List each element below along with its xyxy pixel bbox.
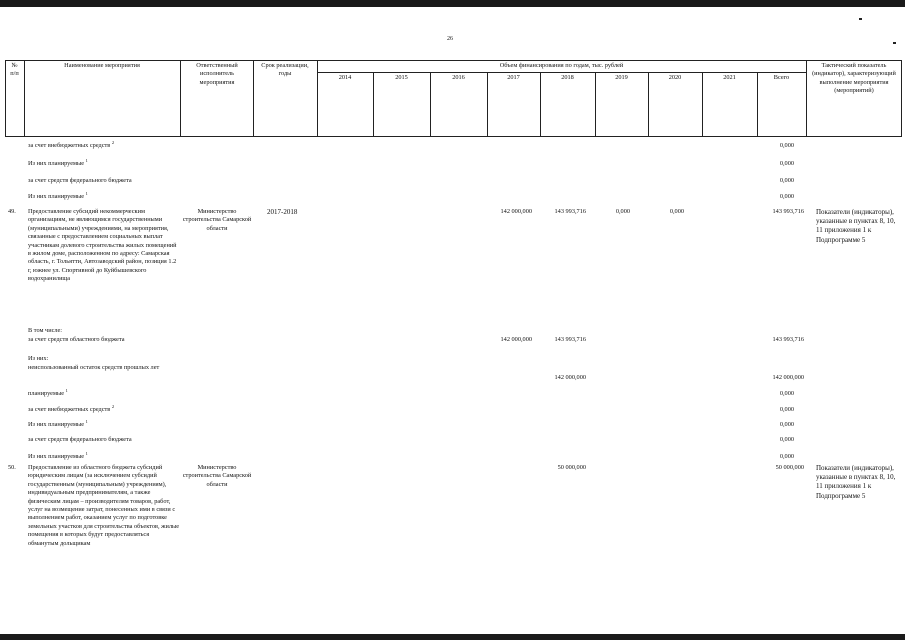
row-total: 0,000 <box>779 436 794 443</box>
item-total: 143 993,716 <box>772 208 804 215</box>
item-total: 50 000,000 <box>775 464 804 471</box>
header-year-2014: 2014 <box>338 74 352 81</box>
item-name: Предоставление из областного бюджета субсидий юридическим лицам (за исключением субсидий государственным (муниципальным) учреждениям), индивидуальным предпринимателям, а также физическим лицам – производителям товаров, работ, услуг на возмещение затрат, понесенных ими в связи с выполнением работ, оказанием услуг по подготовке земельных участков для строительства объектов, жилые помещения в которых будут предоставляться обманутым дольщикам <box>28 464 180 547</box>
row-total: 143 993,716 <box>772 336 804 343</box>
in-that-label: В том числе: <box>28 327 63 334</box>
item-term: 2017-2018 <box>267 208 298 216</box>
item-number: 50. <box>8 464 16 471</box>
scan-bottom-border <box>0 634 905 640</box>
row-total: 0,000 <box>779 453 794 460</box>
row-value-2018: 142 000,000 <box>554 374 586 381</box>
row-label: Из них планируемые $^1$ <box>28 191 88 200</box>
header-year-2016: 2016 <box>452 74 465 81</box>
header-year-2019: 2019 <box>615 74 628 81</box>
header-year-2015: 2015 <box>395 74 408 81</box>
scan-top-border <box>0 0 905 7</box>
row-label: за счет средств федерального бюджета <box>28 177 132 184</box>
header-col-indicator: Тактический показатель (индикатор), характеризующий выполнение мероприятия (мероприятий) <box>812 62 896 95</box>
row-label: планируемые $^1$ <box>28 388 68 397</box>
row-total: 0,000 <box>779 406 794 413</box>
row-label: Из них планируемые $^1$ <box>28 419 88 428</box>
row-total: 0,000 <box>779 421 794 428</box>
item-value-2017: 142 000,000 <box>500 208 532 215</box>
header-col-term: Срок реализации, годы <box>261 62 309 78</box>
header-year-2020: 2020 <box>668 74 682 81</box>
page-number: 26 <box>447 36 453 42</box>
row-total: 0,000 <box>779 193 794 200</box>
header-col-responsible: Ответственный исполнитель мероприятия <box>196 62 238 86</box>
header-col-number: № п/п <box>10 62 19 78</box>
row-total: 0,000 <box>779 160 794 167</box>
item-name: Предоставление субсидий некоммерческим организациям, не являющимся государственными (муниципальными) учреждениями, на мероприятия, связанные с предоставлением социальных выплат участникам долевого строительства жилых помещений в жилом доме, расположенном по адресу: Самарская область, г. Тольятти, Автозаводский район, позиция 1.2 г, южнее ул. Спортивной до Куйбышевского водохранилища <box>28 208 177 283</box>
item-value-2019: 0,000 <box>615 208 630 215</box>
row-value-2017: 142 000,000 <box>500 336 532 343</box>
item-value-2018: 143 993,716 <box>554 208 586 215</box>
scan-speck <box>859 18 862 20</box>
row-label: Из них планируемые $^1$ <box>28 451 88 460</box>
item-indicator: Показатели (индикаторы), указанные в пунктах 8, 10, 11 приложения 1 к Подпрограмме 5 <box>816 208 896 244</box>
row-value-2018: 143 993,716 <box>554 336 586 343</box>
item-value-2020: 0,000 <box>669 208 684 215</box>
header-col-financing: Объем финансирования по годам, тыс. рублей <box>499 62 624 69</box>
row-label: за счет внебюджетных средств $^2$ <box>28 140 115 149</box>
item-indicator: Показатели (индикаторы), указанные в пунктах 8, 10, 11 приложения 1 к Подпрограмме 5 <box>816 464 896 500</box>
item-value-2018: 50 000,000 <box>557 464 586 471</box>
header-col-name: Наименование мероприятия <box>64 62 140 69</box>
scan-speck <box>893 42 896 44</box>
header-year-2017: 2017 <box>507 74 520 81</box>
item-responsible: Министерство строительства Самарской области <box>182 208 252 232</box>
item-responsible: Министерство строительства Самарской области <box>182 464 252 488</box>
header-year-2021: 2021 <box>723 74 736 81</box>
row-total: 142 000,000 <box>772 374 804 381</box>
row-label: за счет средств областного бюджета <box>28 336 125 343</box>
row-label: за счет внебюджетных средств $^2$ <box>28 404 115 413</box>
row-label: Из них планируемые $^1$ <box>28 158 88 167</box>
of-them-label: Из них: <box>28 355 49 362</box>
row-label: неиспользованный остаток средств прошлых лет <box>28 364 160 371</box>
header-year-2018: 2018 <box>561 74 574 81</box>
row-total: 0,000 <box>779 142 794 149</box>
item-number: 49. <box>8 208 16 215</box>
row-total: 0,000 <box>779 390 794 397</box>
row-total: 0,000 <box>779 177 794 184</box>
row-label: за счет средств федерального бюджета <box>28 436 132 443</box>
header-col-total: Всего <box>773 74 790 81</box>
